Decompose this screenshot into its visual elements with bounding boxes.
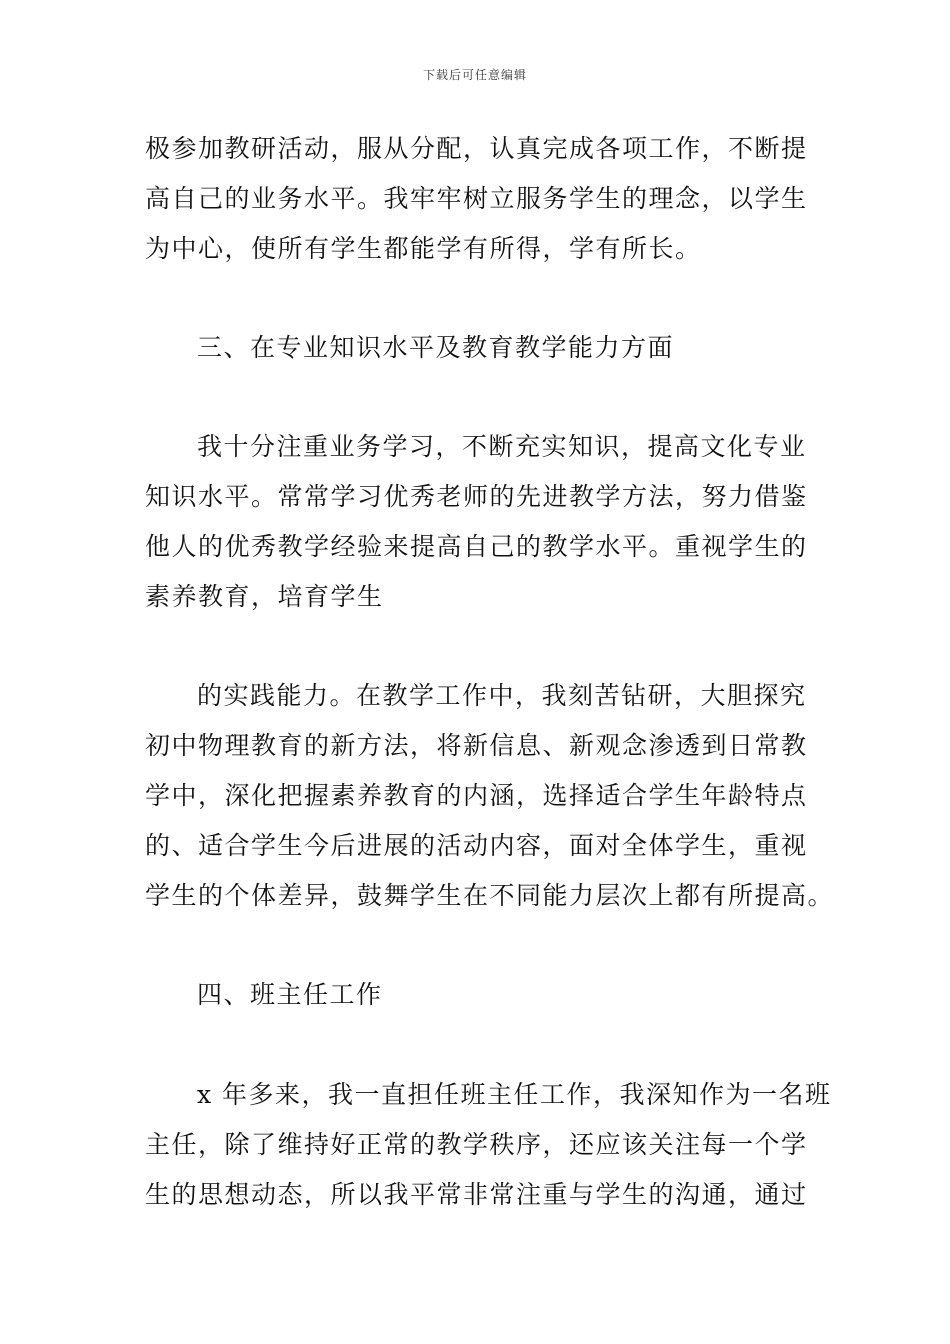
text-line: 为中心，使所有学生都能学有所得，学有所长。	[145, 234, 702, 263]
text-line: x 年多来，我一直担任班主任工作，我深知作为一名班	[197, 1080, 832, 1109]
text-line: 极参加教研活动，服从分配，认真完成各项工作，不断提	[145, 134, 808, 163]
text-line: 素养教育，培育学生	[145, 582, 384, 611]
text-line: 高自己的业务水平。我牢牢树立服务学生的理念，以学生	[145, 184, 808, 213]
text-line: 的、适合学生今后进展的活动内容，面对全体学生，重视	[145, 831, 808, 860]
section-heading-3	[145, 323, 810, 373]
text-line: 知识水平。常常学习优秀老师的先进教学方法，努力借鉴	[145, 482, 808, 511]
paragraph-1	[145, 124, 810, 274]
heading-line: 三、在专业知识水平及教育教学能力方面	[197, 333, 675, 362]
section-heading-4	[145, 970, 810, 1020]
text-line: 学生的个体差异，鼓舞学生在不同能力层次上都有所提高。	[145, 881, 835, 910]
heading-line: 四、班主任工作	[197, 980, 383, 1009]
paragraph-4	[145, 1070, 832, 1220]
text-line: 的实践能力。在教学工作中，我刻苦钻研，大胆探究	[197, 681, 807, 710]
paragraph-2	[145, 422, 810, 622]
text-line: 初中物理教育的新方法，将新信息、新观念渗透到日常教	[145, 731, 808, 760]
page-header: 下载后可任意编辑	[422, 68, 527, 82]
text-line: 学中，深化把握素养教育的内涵，选择适合学生年龄特点	[145, 781, 808, 810]
text-line: 主任，除了维持好正常的教学秩序，还应该关注每一个学	[145, 1130, 808, 1159]
paragraph-3	[145, 671, 835, 921]
text-line: 我十分注重业务学习，不断充实知识，提高文化专业	[197, 432, 807, 461]
text-line: 生的思想动态，所以我平常非常注重与学生的沟通，通过	[145, 1180, 808, 1209]
text-line: 他人的优秀教学经验来提高自己的教学水平。重视学生的	[145, 532, 808, 561]
